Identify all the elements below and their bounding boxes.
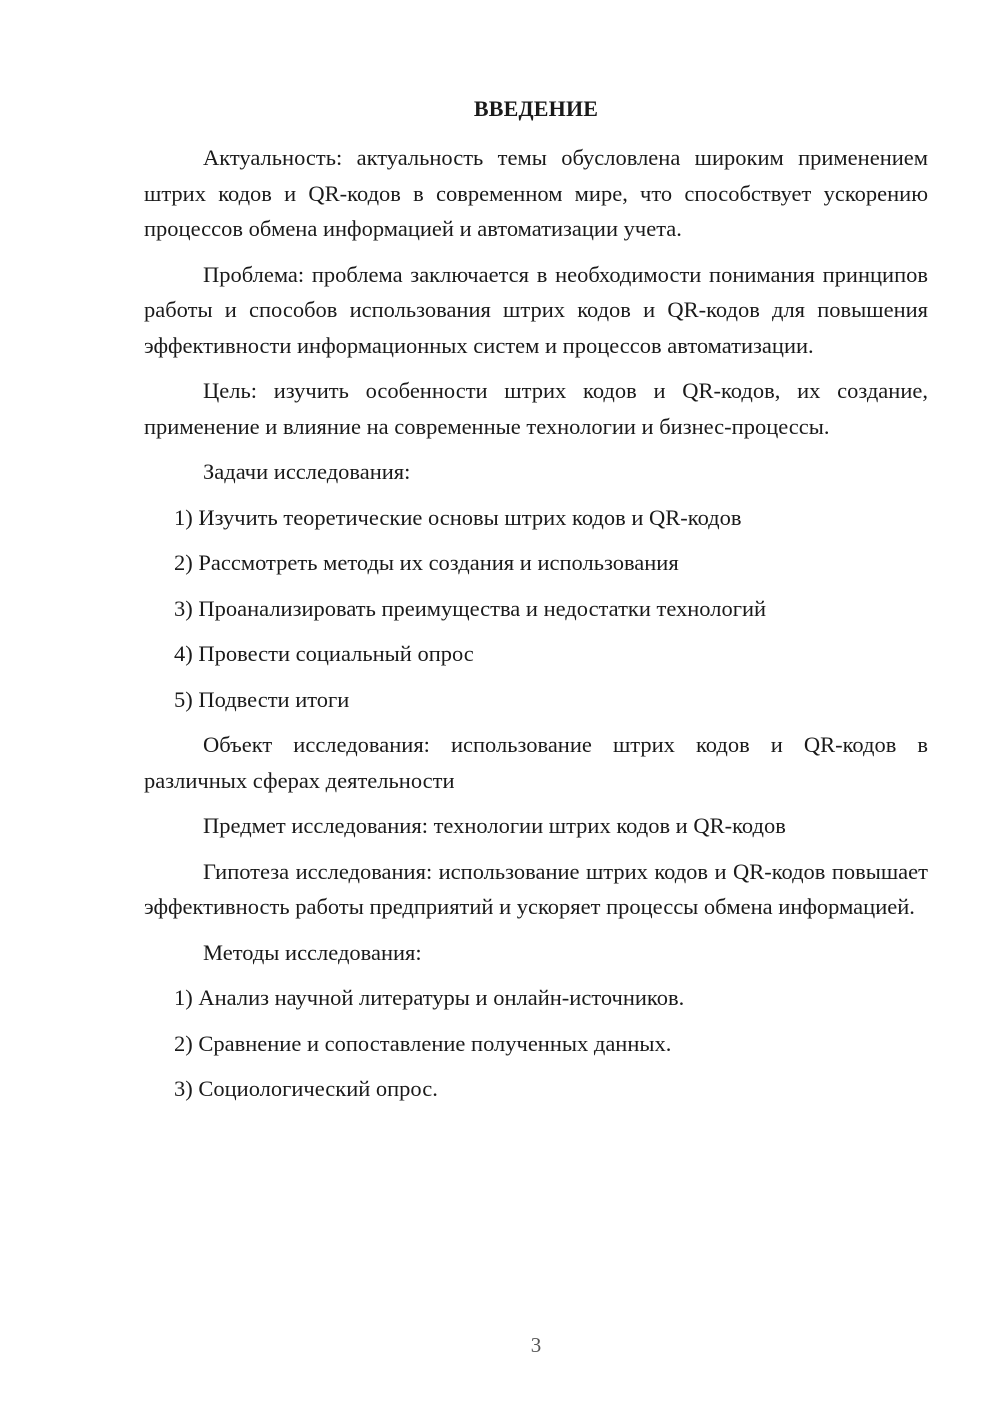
list-item: 3) Социологический опрос. xyxy=(174,1076,438,1101)
list-item: 1) Изучить теоретические основы штрих кодов и QR-кодов xyxy=(174,504,742,530)
paragraph-hypothesis: Гипотеза исследования: использование штрих кодов и QR-кодов повышает эффективность работы предприятий и ускоряет процессы обмена информацией. xyxy=(144,858,928,919)
tasks-title: Задачи исследования: xyxy=(203,459,411,484)
document-body xyxy=(144,140,928,1117)
section-heading: ВВЕДЕНИЕ xyxy=(473,96,599,121)
list-item: 4) Провести социальный опрос xyxy=(174,641,474,666)
paragraph-subject: Предмет исследования: технологии штрих кодов и QR-кодов xyxy=(203,813,786,838)
list-item: 1) Анализ научной литературы и онлайн-источников. xyxy=(174,985,685,1010)
methods-title: Методы исследования: xyxy=(203,939,422,965)
list-item: 5) Подвести итоги xyxy=(174,686,350,712)
tasks-list xyxy=(144,500,928,718)
list-item: 2) Рассмотреть методы их создания и использования xyxy=(174,550,679,575)
list-item: 2) Сравнение и сопоставление полученных данных. xyxy=(174,1030,672,1056)
paragraph-goal: Цель: изучить особенности штрих кодов и QR-кодов, их создание, применение и влияние на современные технологии и бизнес-процессы. xyxy=(144,378,928,439)
page-number: 3 xyxy=(530,1333,542,1357)
methods-list xyxy=(144,980,928,1107)
list-item: 3) Проанализировать преимущества и недостатки технологий xyxy=(174,595,767,621)
paragraph-problem: Проблема: проблема заключается в необходимости понимания принципов работы и способов использования штрих кодов и QR-кодов для повышения эффективности информационных систем и процессов автоматизации. xyxy=(144,261,928,358)
paragraph-object: Объект исследования: использование штрих кодов и QR-кодов в различных сферах деятельности xyxy=(144,732,928,793)
paragraph-relevance: Актуальность: актуальность темы обусловлена широким применением штрих кодов и QR-кодов в современном мире, что способствует ускорению процессов обмена информацией и автоматизации учета. xyxy=(144,145,928,241)
